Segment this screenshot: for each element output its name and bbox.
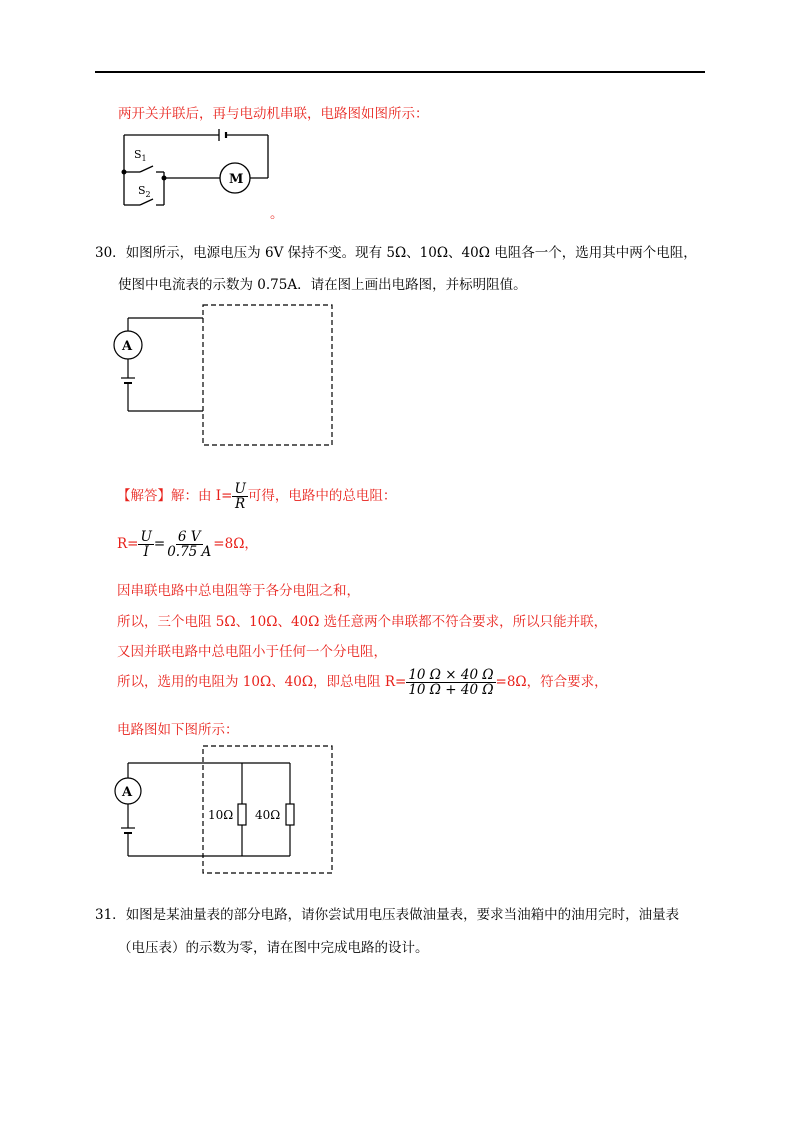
answer-line2 [117,526,258,562]
answer-intro-tail: 可得，电路中的总电阻： [247,488,397,504]
line6-post: =8Ω，符合要求， [495,674,608,690]
r-result: =8Ω， [213,536,258,552]
answer-line1 [117,478,396,514]
q30-number: 30． [95,245,126,261]
answer-tag: 【解答】 [117,488,171,504]
header-rule [95,71,705,73]
circuit-diagram-switches-motor [112,125,282,220]
prev-solution-period: 。 [270,206,284,222]
answer-ammeter-label: A [122,785,133,800]
q31-text-1: 如图是某油量表的部分电路，请你尝试用电压表做油量表，要求当油箱中的油用完时，油量表 [125,907,680,923]
q30-line2: 使图中电流表的示数为 0.75A．请在图上画出电路图，并标明阻值。 [118,277,527,293]
answer-intro: 解：由 I= [171,488,233,504]
answer-circuit-diagram [110,740,340,880]
line6-pre: 所以，选用的电阻为 10Ω、40Ω，即总电阻 R= [117,674,407,690]
r1-label: 10Ω [208,808,234,822]
q31-line2: （电压表）的示数为零，请在图中完成电路的设计。 [118,940,429,956]
q30-line1 [95,241,697,261]
fraction-parallel-resistance: $\frac{10 \Omega \times 40 \Omega}{10 \Omega + 40 \Omega}$ [408,666,494,698]
r-prefix: R= [117,536,139,552]
answer-line5: 又因并联电路中总电阻小于任何一个分电阻， [117,644,387,660]
r2-label: 40Ω [255,808,281,822]
answer-line7: 电路图如下图所示： [117,722,239,738]
s1-label: $S_1$ [134,148,147,163]
fraction-6v-over-075a: $\frac{6 V}{0.75 A}$ [167,528,212,560]
answer-line4: 所以，三个电阻 5Ω、10Ω、40Ω 选任意两个串联都不符合要求，所以只能并联， [117,614,608,630]
q31-number: 31． [95,907,126,923]
q30-ammeter-label: A [122,339,133,354]
answer-line6 [117,664,608,700]
q30-text-1: 如图所示，电源电压为 6V 保持不变。现有 5Ω、10Ω、40Ω 电阻各一个，选用其中两个电阻， [125,245,697,261]
equals-sign: = [153,536,166,552]
prev-solution-text: 两开关并联后，再与电动机串联，电路图如图所示： [118,106,429,122]
fraction-ohms-law: $\frac{U}{R}$ [234,480,246,512]
q30-blank-circuit [110,300,340,450]
fraction-u-over-i: $\frac{U}{I}$ [140,528,152,560]
s2-label: $S_2$ [138,184,151,199]
q31-line1 [95,903,679,923]
motor-label: M [229,172,244,187]
answer-line3: 因串联电路中总电阻等于各分电阻之和， [117,583,360,599]
